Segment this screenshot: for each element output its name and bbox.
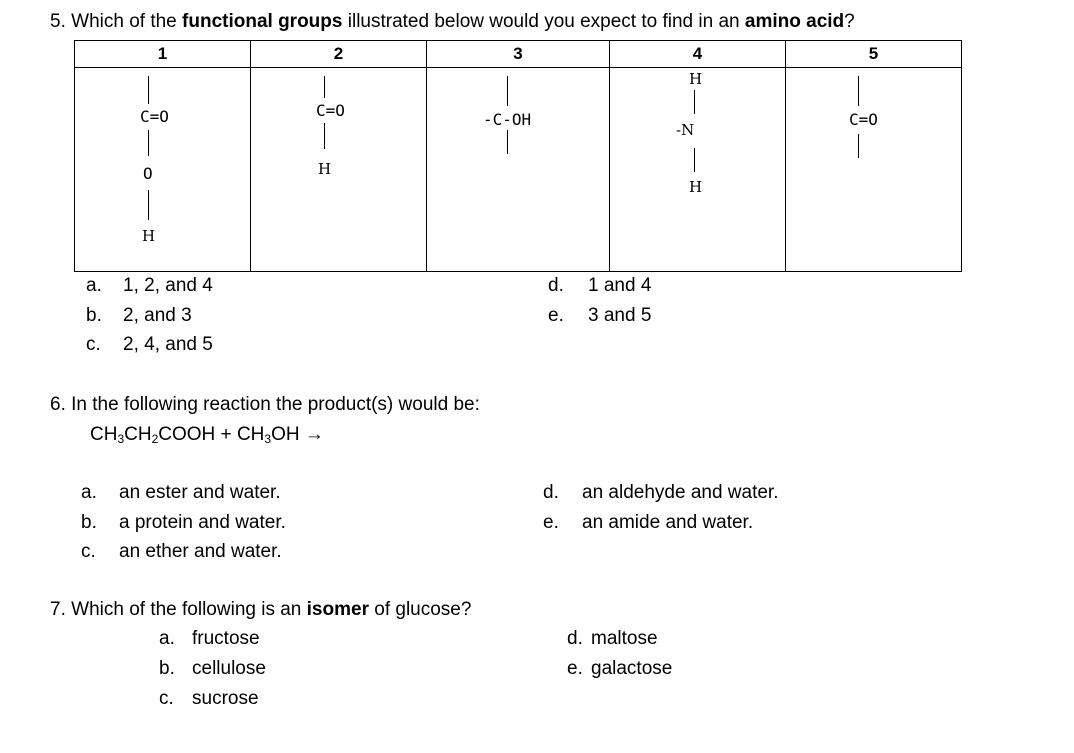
reaction-arrow-icon: → xyxy=(304,424,324,445)
q5-option-a[interactable] xyxy=(86,275,213,297)
q6-text: In the following reaction the product(s) would be: xyxy=(71,394,480,415)
q5-text-after: ? xyxy=(844,11,855,32)
q7-option-d-letter: d. xyxy=(567,628,583,649)
q7-bold-isomer: isomer xyxy=(306,599,369,620)
q7-option-d[interactable] xyxy=(567,628,658,650)
q6-prompt xyxy=(50,394,480,416)
q5-text-middle: illustrated below would you expect to find in an xyxy=(347,11,740,32)
q7-option-a-letter: a. xyxy=(159,628,175,649)
structure-1-oxygen: O xyxy=(143,164,153,183)
q6-option-a-letter: a. xyxy=(81,482,97,503)
q5-bold-functional-groups: functional groups xyxy=(182,11,343,32)
q6-option-c-text: an ether and water. xyxy=(119,541,282,562)
q5-option-d-letter: d. xyxy=(548,275,564,296)
reaction-ch-2: CH xyxy=(124,424,152,445)
column-header-2: 2 xyxy=(251,41,427,68)
q7-option-b[interactable] xyxy=(159,658,266,680)
reaction-plus: + xyxy=(215,424,237,445)
q6-option-c[interactable] xyxy=(81,541,282,563)
structure-2-hydrogen: H xyxy=(318,160,332,178)
q7-option-d-text: maltose xyxy=(591,628,658,649)
structure-4-nitrogen: -N xyxy=(676,121,695,139)
column-header-1: 1 xyxy=(75,41,251,68)
q6-option-b[interactable] xyxy=(81,512,286,534)
structure-4 xyxy=(610,68,785,271)
functional-groups-table xyxy=(74,40,962,272)
q7-option-e[interactable] xyxy=(567,658,673,680)
structure-2-carbonyl: C=O xyxy=(316,101,345,120)
q6-option-c-letter: c. xyxy=(81,541,96,562)
reaction-sub-3b: 3 xyxy=(264,432,272,446)
q7-prompt xyxy=(50,599,471,621)
q5-option-d[interactable] xyxy=(548,275,652,297)
column-header-5: 5 xyxy=(786,41,962,68)
q5-option-a-text: 1, 2, and 4 xyxy=(123,275,213,296)
structure-5 xyxy=(786,68,961,271)
q5-option-b-text: 2, and 3 xyxy=(123,305,192,326)
q7-text-after: of glucose? xyxy=(374,599,472,620)
q6-option-e-text: an amide and water. xyxy=(582,512,754,533)
structure-5-carbonyl: C=O xyxy=(849,110,878,129)
q6-option-d-text: an aldehyde and water. xyxy=(582,482,779,503)
q6-reaction xyxy=(90,424,324,446)
q5-option-b-letter: b. xyxy=(86,305,102,326)
structure-1-carbonyl: C=O xyxy=(140,107,169,126)
q6-option-d[interactable] xyxy=(543,482,779,504)
q5-option-e-letter: e. xyxy=(548,305,564,326)
q7-option-b-letter: b. xyxy=(159,658,175,679)
structure-cell-3 xyxy=(427,68,610,272)
reaction-ch-3: CH xyxy=(236,424,265,445)
reaction-sub-3a: 3 xyxy=(117,432,125,446)
q5-option-e-text: 3 and 5 xyxy=(588,305,652,326)
structure-3-hydroxyl: -C-OH xyxy=(483,110,532,129)
q6-option-e[interactable] xyxy=(543,512,754,534)
q7-option-b-text: cellulose xyxy=(192,658,266,679)
q5-prompt xyxy=(50,11,855,33)
q7-option-c-letter: c. xyxy=(159,688,174,709)
q6-option-a-text: an ester and water. xyxy=(119,482,281,503)
q5-option-d-text: 1 and 4 xyxy=(588,275,652,296)
q5-option-b[interactable] xyxy=(86,305,192,327)
q7-option-c-text: sucrose xyxy=(192,688,259,709)
q6-option-a[interactable] xyxy=(81,482,281,504)
reaction-oh: OH xyxy=(271,424,305,445)
q5-option-c-text: 2, 4, and 5 xyxy=(123,334,213,355)
structure-1-hydrogen: H xyxy=(142,227,156,245)
q6-option-e-letter: e. xyxy=(543,512,559,533)
structure-cell-4 xyxy=(610,68,786,272)
q5-number: 5. xyxy=(50,11,66,32)
structure-4-bottom-hydrogen: H xyxy=(689,178,703,196)
structure-4-top-hydrogen: H xyxy=(689,70,703,88)
q6-option-b-letter: b. xyxy=(81,512,97,533)
reaction-sub-2: 2 xyxy=(151,432,159,446)
q5-option-c-letter: c. xyxy=(86,334,101,355)
structure-2 xyxy=(251,68,426,271)
q5-option-a-letter: a. xyxy=(86,275,102,296)
structure-3 xyxy=(427,68,609,271)
structure-cell-5 xyxy=(786,68,962,272)
q7-option-c[interactable] xyxy=(159,688,259,710)
q7-option-e-letter: e. xyxy=(567,658,583,679)
structure-cell-1 xyxy=(75,68,251,272)
q6-option-d-letter: d. xyxy=(543,482,559,503)
q6-number: 6. xyxy=(50,394,66,415)
q5-option-c[interactable] xyxy=(86,334,213,356)
q5-option-e[interactable] xyxy=(548,305,652,327)
reaction-cooh: COOH xyxy=(158,424,216,445)
q7-option-e-text: galactose xyxy=(591,658,673,679)
q5-text-before: Which of the xyxy=(71,11,177,32)
q7-text-before: Which of the following is an xyxy=(71,599,302,620)
reaction-ch-1: CH xyxy=(90,424,118,445)
column-header-4: 4 xyxy=(610,41,786,68)
q5-bold-amino-acid: amino acid xyxy=(744,11,845,32)
structure-1 xyxy=(75,68,250,271)
q7-option-a[interactable] xyxy=(159,628,260,650)
structure-cell-2 xyxy=(251,68,427,272)
q7-option-a-text: fructose xyxy=(192,628,260,649)
column-header-3: 3 xyxy=(427,41,610,68)
q6-option-b-text: a protein and water. xyxy=(119,512,286,533)
q7-number: 7. xyxy=(50,599,66,620)
